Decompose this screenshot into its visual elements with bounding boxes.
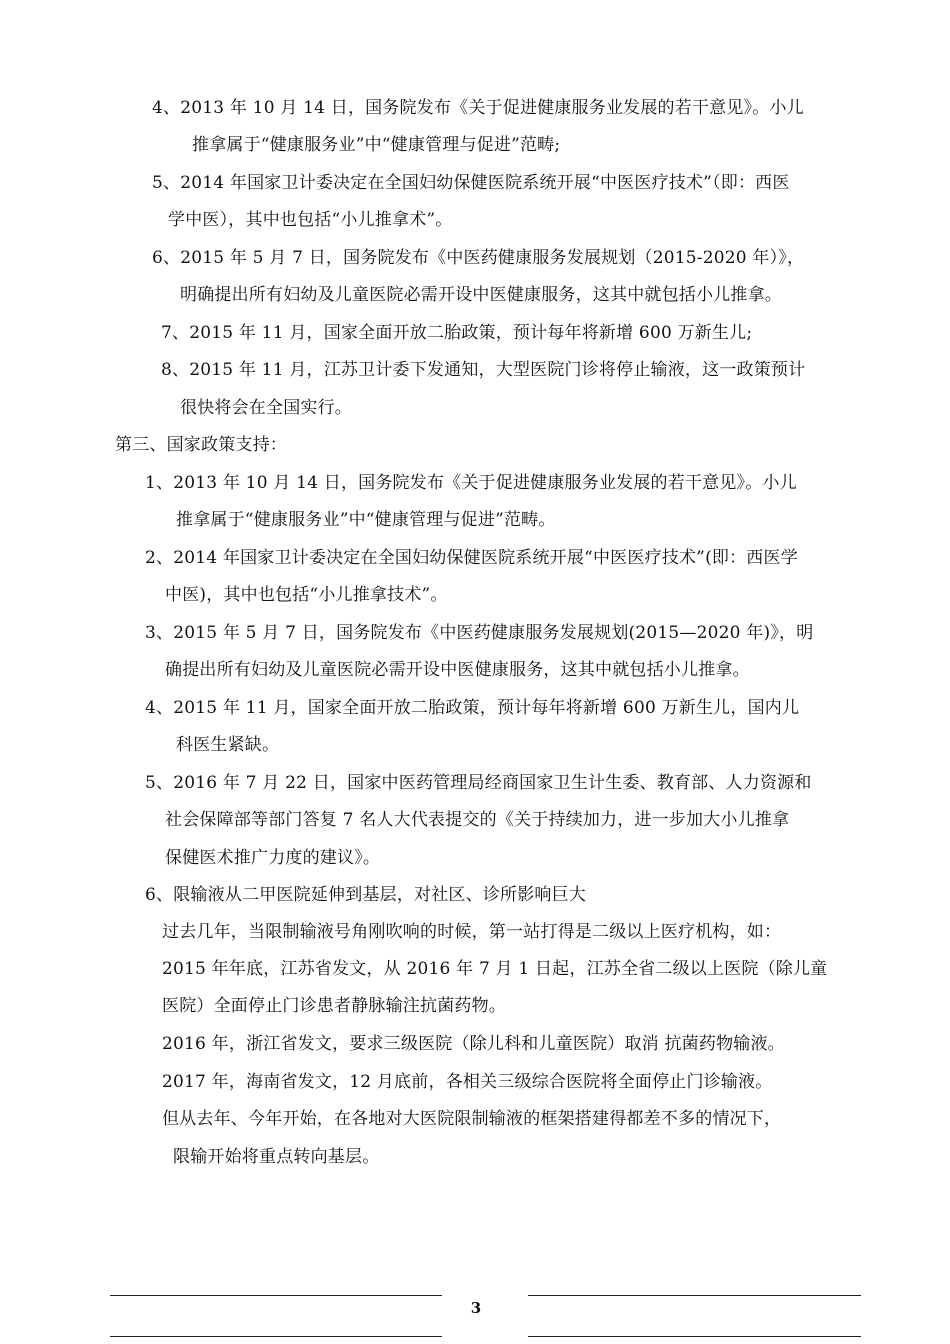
text-line: 科医生紧缺。 bbox=[176, 735, 280, 755]
footer-rule-left-bottom bbox=[110, 1336, 442, 1337]
text-line: 医院）全面停止门诊患者静脉输注抗菌药物。 bbox=[162, 996, 506, 1016]
text-line: 6、限输液从二甲医院延伸到基层，对社区、诊所影响巨大 bbox=[145, 885, 587, 905]
text-line: 7、2015 年 11 月，国家全面开放二胎政策，预计每年将新增 600 万新生儿; bbox=[161, 323, 753, 343]
text-line: 2、2014 年国家卫计委决定在全国妇幼保健医院系统开展“中医医疗技术”(即：西医学 bbox=[145, 548, 798, 568]
text-line: 6、2015 年 5 月 7 日，国务院发布《中医药健康服务发展规划（2015-2020 年）》， bbox=[152, 248, 805, 268]
text-line: 中医)，其中也包括“小儿推拿技术”。 bbox=[165, 585, 448, 605]
text-line: 第三、国家政策支持： bbox=[115, 435, 287, 455]
text-line: 限输开始将重点转向基层。 bbox=[173, 1147, 380, 1167]
text-line: 推拿属于“健康服务业”中“健康管理与促进”范畴; bbox=[192, 135, 561, 155]
text-line: 明确提出所有妇幼及儿童医院必需开设中医健康服务，这其中就包括小儿推拿。 bbox=[180, 285, 782, 305]
page-number: 3 bbox=[470, 1299, 482, 1317]
text-line: 5、2014 年国家卫计委决定在全国妇幼保健医院系统开展“中医医疗技术”（即：西医 bbox=[152, 173, 790, 193]
text-line: 5、2016 年 7 月 22 日，国家中医药管理局经商国家卫生计生委、教育部、人力资源和 bbox=[145, 773, 812, 793]
text-line: 8、2015 年 11 月，江苏卫计委下发通知，大型医院门诊将停止输液，这一政策预计 bbox=[161, 360, 806, 380]
text-line: 3、2015 年 5 月 7 日，国务院发布《中医药健康服务发展规划(2015—2020 年)》，明 bbox=[145, 623, 814, 643]
text-line: 学中医），其中也包括“小儿推拿术”。 bbox=[168, 210, 453, 230]
text-line: 很快将会在全国实行。 bbox=[180, 398, 352, 418]
text-line: 过去几年，当限制输液号角刚吹响的时候，第一站打得是二级以上医疗机构，如： bbox=[162, 922, 782, 942]
text-line: 4、2015 年 11 月，国家全面开放二胎政策，预计每年将新增 600 万新生儿，国内儿 bbox=[145, 698, 800, 718]
text-line: 2016 年，浙江省发文，要求三级医院（除儿科和儿童医院）取消 抗菌药物输液。 bbox=[162, 1034, 785, 1054]
text-line: 但从去年、今年开始，在各地对大医院限制输液的框架搭建得都差不多的情况下， bbox=[162, 1109, 782, 1129]
footer-rule-right-top bbox=[528, 1295, 861, 1296]
text-line: 推拿属于“健康服务业”中“健康管理与促进”范畴。 bbox=[176, 510, 556, 530]
text-line: 保健医术推广力度的建议》。 bbox=[165, 848, 381, 868]
text-line: 1、2013 年 10 月 14 日，国务院发布《关于促进健康服务业发展的若干意见》。小儿 bbox=[145, 473, 797, 493]
footer-rule-right-bottom bbox=[528, 1336, 861, 1337]
text-line: 4、2013 年 10 月 14 日，国务院发布《关于促进健康服务业发展的若干意见》。小儿 bbox=[152, 98, 804, 118]
text-line: 2017 年，海南省发文，12 月底前，各相关三级综合医院将全面停止门诊输液。 bbox=[162, 1072, 773, 1092]
footer-rule-left-top bbox=[110, 1295, 442, 1296]
text-line: 社会保障部等部门答复 7 名人大代表提交的《关于持续加力，进一步加大小儿推拿 bbox=[165, 810, 790, 830]
text-line: 确提出所有妇幼及儿童医院必需开设中医健康服务，这其中就包括小儿推拿。 bbox=[165, 660, 750, 680]
text-line: 2015 年年底，江苏省发文，从 2016 年 7 月 1 日起，江苏全省二级以上医院（除儿童 bbox=[162, 959, 828, 979]
